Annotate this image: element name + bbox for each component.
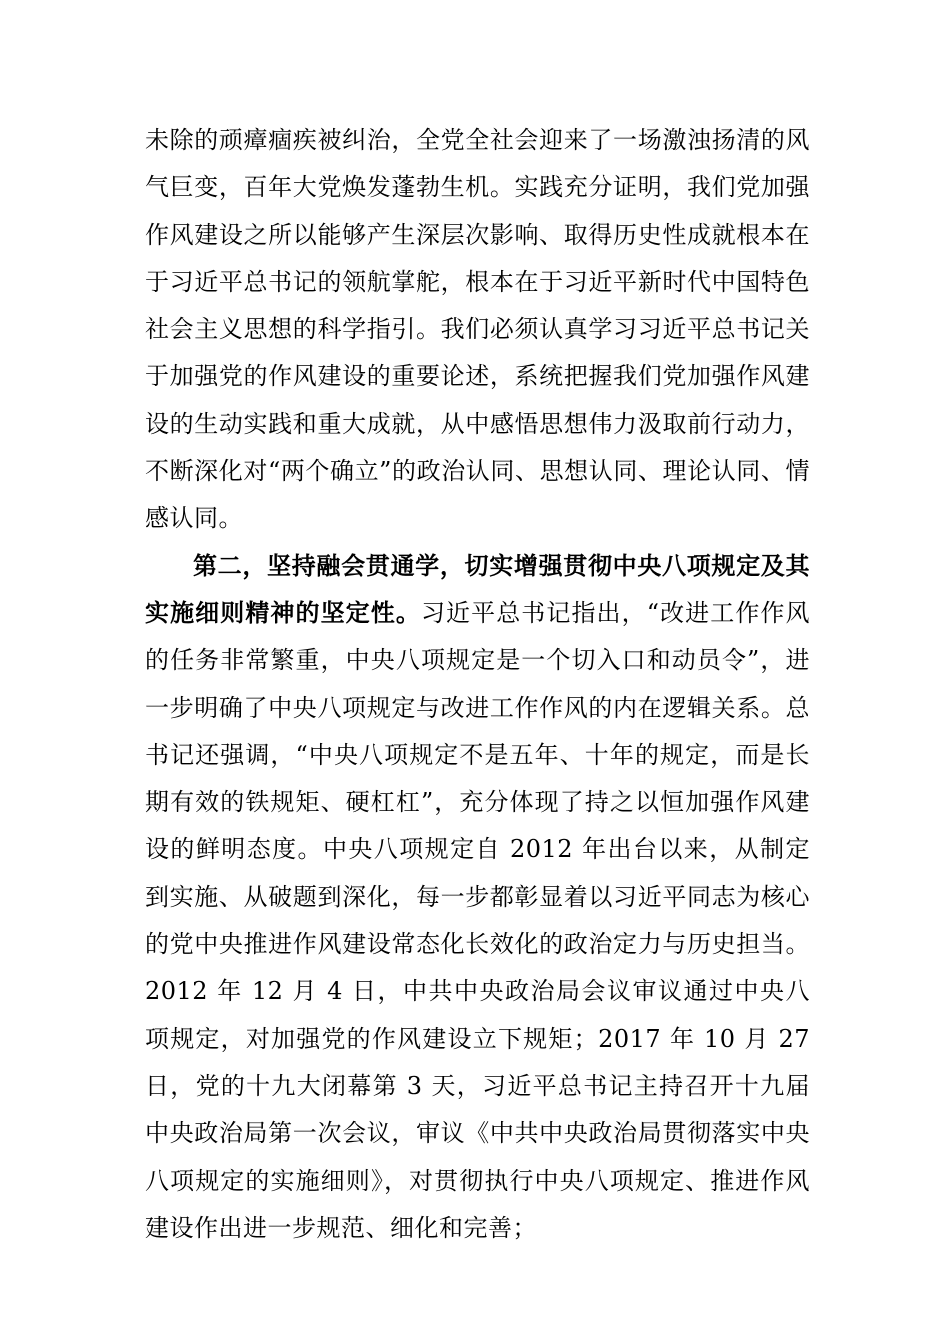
- paragraph-1-text: 未除的顽瘴痼疾被纠治，全党全社会迎来了一场激浊扬清的风气巨变，百年大党焕发蓬勃生机。实践充分证明，我们党加强作风建设之所以能够产生深层次影响、取得历史性成就根本在于习近平总书记的领航掌舵，根本在于习近平新时代中国特色社会主义思想的科学指引。我们必须认真学习习近平总书记关于加强党的作风建设的重要论述，系统把握我们党加强作风建设的生动实践和重大成就，从中感悟思想伟力汲取前行动力，不断深化对“两个确立”的政治认同、思想认同、理论认同、情感认同。: [145, 126, 810, 533]
- paragraph-continued: [145, 117, 810, 543]
- document-body: [145, 117, 810, 1252]
- paragraph-2-text: 习近平总书记指出，“改进工作作风的任务非常繁重，中央八项规定是一个切入口和动员令”，进一步明确了中央八项规定与改进工作作风的内在逻辑关系。总书记还强调，“中央八项规定不是五年、十年的规定，而是长期有效的铁规矩、硬杠杠”，充分体现了持之以恒加强作风建设的鲜明态度。中央八项规定自 2012 年出台以来，从制定到实施、从破题到深化，每一步都彰显着以习近平同志为核心的党中央推进作风建设常态化长效化的政治定力与历史担当。2012 年 12 月 4 日，中共中央政治局会议审议通过中央八项规定，对加强党的作风建设立下规矩；2017 年 10 月 27 日，党的十九大闭幕第 3 天，习近平总书记主持召开十九届中央政治局第一次会议，审议《中共中央政治局贯彻落实中央八项规定的实施细则》，对贯彻执行中央八项规定、推进作风建设作出进一步规范、细化和完善；: [145, 598, 811, 1242]
- paragraph-second-point: [145, 543, 810, 1252]
- paragraph-2-heading: 第二，坚持融会贯通学，切实增强贯彻中央八项规定及其实施细则精神的坚定性。: [145, 551, 810, 627]
